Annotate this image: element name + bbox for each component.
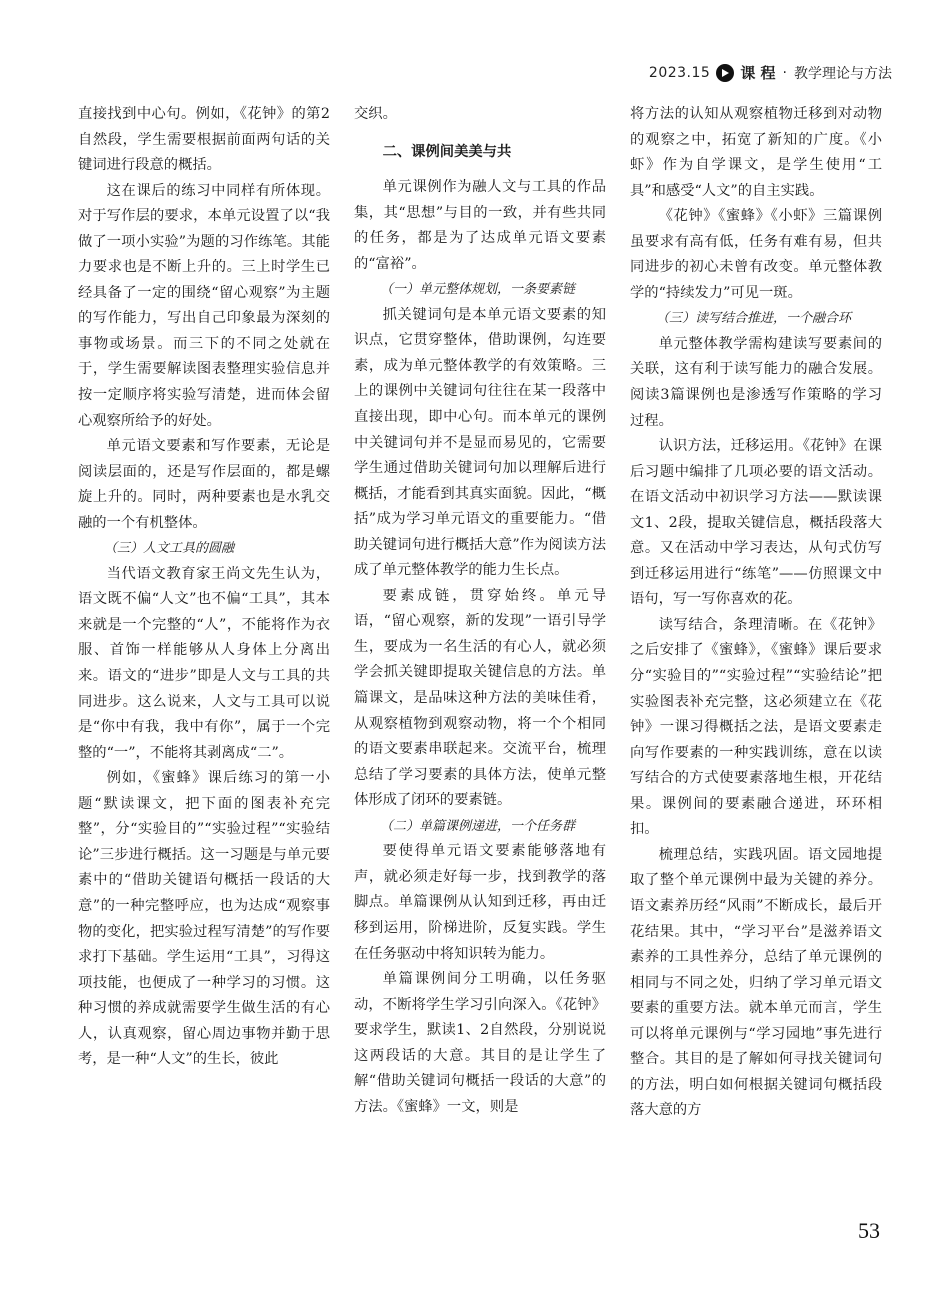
header-separator: · bbox=[782, 64, 787, 81]
paragraph: 单元课例作为融人文与工具的作品集，其“思想”与目的一致，并有些共同的任务，都是为了达成单元语文要素的“富裕”。 bbox=[354, 179, 606, 272]
paragraph: 单篇课例间分工明确，以任务驱动，不断将学生学习引向深入。《花钟》要求学生，默读1、2自然段，分别说说这两段话的大意。其目的是让学生了解“借助关键词句概括一段话的大意”的方法。《蜜蜂》一文，则是 bbox=[354, 971, 606, 1115]
paragraph: 单元语文要素和写作要素，无论是阅读层面的，还是写作层面的，都是螺旋上升的。同时，两种要素也是水乳交融的一个有机整体。 bbox=[78, 438, 330, 531]
page-number: 53 bbox=[858, 1218, 880, 1243]
paragraph: 例如，《蜜蜂》课后练习的第一小题“默读课文，把下面的图表补充完整”，分“实验目的”“实验过程”“实验结论”三步进行概括。这一习题是与单元要素中的“借助关键语句概括一段话的大意”的一种完整呼应，也为达成“观察事物的变化，把实验过程写清楚”的写作要求打下基础。学生运用“工具”，习得这项技能，也便成了一种学习的习惯。这种习惯的养成就需要学生做生活的有心人，认真观察，留心周边事物并勤于思考，是一种“人文”的生长，彼此 bbox=[78, 770, 330, 1068]
paragraph: 当代语文教育家王尚文先生认为，语文既不偏“人文”也不偏“工具”，其本来就是一个完整的“人”，不能将作为衣服、首饰一样能够从人身体上分离出来。语文的“进步”即是人文与工具的共同进步。这么说来，人文与工具可以说是“你中有我，我中有你”，属于一个完整的“一”，不能将其剥离成“二”。 bbox=[78, 565, 330, 761]
section-heading: 二、课例间美美与共 bbox=[382, 143, 512, 160]
paragraph: 认识方法，迁移运用。《花钟》在课后习题中编排了几项必要的语文活动。在语文活动中初识学习方法——默读课文1、2段，提取关键信息，概括段落大意。又在活动中学习表达，从句式仿写到迁移运用进行“练笔”——仿照课文中语句，写一写你喜欢的花。 bbox=[630, 438, 882, 608]
paragraph: 读写结合，条理清晰。在《花钟》之后安排了《蜜蜂》，《蜜蜂》课后要求分“实验目的”“实验过程”“实验结论”把实验图表补充完整，这必须建立在《花钟》一课习得概括之法，是语文要素走向写作要素的一种实践训练，意在以读写结合的方式使要素落地生根，开花结果。课例间的要素融合递进，环环相扣。 bbox=[630, 616, 882, 838]
paragraph: 直接找到中心句。例如，《花钟》的第2自然段，学生需要根据前面两句话的关键词进行段意的概括。 bbox=[78, 106, 330, 174]
text-column-left bbox=[78, 102, 330, 1073]
paragraph: 《花钟》《蜜蜂》《小虾》三篇课例虽要求有高有低，任务有难有易，但共同进步的初心未曾有改变。单元整体教学的“持续发力”可见一斑。 bbox=[630, 208, 882, 301]
play-icon bbox=[716, 64, 734, 82]
paragraph: 将方法的认知从观察植物迁移到对动物的观察之中，拓宽了新知的广度。《小虾》作为自学课文，是学生使用“工具”和感受“人文”的自主实践。 bbox=[630, 106, 882, 199]
issue-date: 2023.15 bbox=[648, 64, 711, 81]
paragraph: 梳理总结，实践巩固。语文园地提取了整个单元课例中最为关键的养分。语文素养历经“风雨”不断成长，最后开花结果。其中，“学习平台”是滋养语文素养的工具性养分，总结了单元课例的相同与不同之处，归纳了学习单元语文要素的重要方法。就本单元而言，学生可以将单元课例与“学习园地”事先进行整合。其目的是了解如何寻找关键词句的方法，明白如何根据关键词句概括段落大意的方 bbox=[630, 846, 882, 1119]
paragraph: 抓关键词句是本单元语文要素的知识点，它贯穿整体，借助课例，勾连要素，成为单元整体教学的有效策略。三上的课例中关键词句往往在某一段落中直接出现，即中心句。而本单元的课例中关键词句并不是显而易见的，它需要学生通过借助关键词句加以理解后进行概括，才能看到其真实面貌。因此，“概括”成为学习单元语文的重要能力。“借助关键词句进行概括大意”作为阅读方法成了单元整体教学的能力生长点。 bbox=[354, 306, 606, 579]
text-column-right bbox=[630, 102, 882, 1124]
paragraph: 这在课后的练习中同样有所体现。对于写作层的要求，本单元设置了以“我做了一项小实验”为题的习作练笔。其能力要求也是不断上升的。三上时学生已经具备了一定的围绕“留心观察”为主题的写作能力，写出自己印象最为深刻的事物或场景。而三下的不同之处就在于，学生需要解读图表整理实验信息并按一定顺序将实验写清楚，进而体会留心观察所给予的好处。 bbox=[78, 182, 330, 429]
paragraph: 要素成链，贯穿始终。单元导语，“留心观察，新的发现”一语引导学生，要成为一名生活的有心人，就必须学会抓关键即提取关键信息的方法。单篇课文，是品味这种方法的美味佳肴，从观察植物到观察动物，将一个个相同的语文要素串联起来。交流平台，梳理总结了学习要素的具体方法，使单元整体形成了闭环的要素链。 bbox=[354, 587, 606, 809]
paragraph: 单元整体教学需构建读写要素间的关联，这有利于读写能力的融合发展。阅读3篇课例也是渗透写作策略的学习过程。 bbox=[630, 335, 882, 429]
subheading: （三）读写结合推进，一个融合环 bbox=[656, 311, 852, 327]
running-header bbox=[649, 62, 892, 83]
journal-section: 教学理论与方法 bbox=[794, 65, 892, 82]
text-column-middle bbox=[354, 102, 606, 1120]
subheading: （一）单元整体规划，一条要素链 bbox=[380, 282, 576, 298]
paragraph: 要使得单元语文要素能够落地有声，就必须走好每一步，找到教学的落脚点。单篇课例从认知到迁移，再由迁移到运用，阶梯进阶，反复实践。学生在任务驱动中将知识转为能力。 bbox=[354, 843, 606, 962]
paragraph: 交织。 bbox=[354, 106, 397, 122]
subheading: （二）单篇课例递进，一个任务群 bbox=[380, 818, 576, 834]
subheading: （三）人文工具的圆融 bbox=[104, 541, 235, 557]
journal-brand: 课 程 bbox=[740, 64, 776, 82]
